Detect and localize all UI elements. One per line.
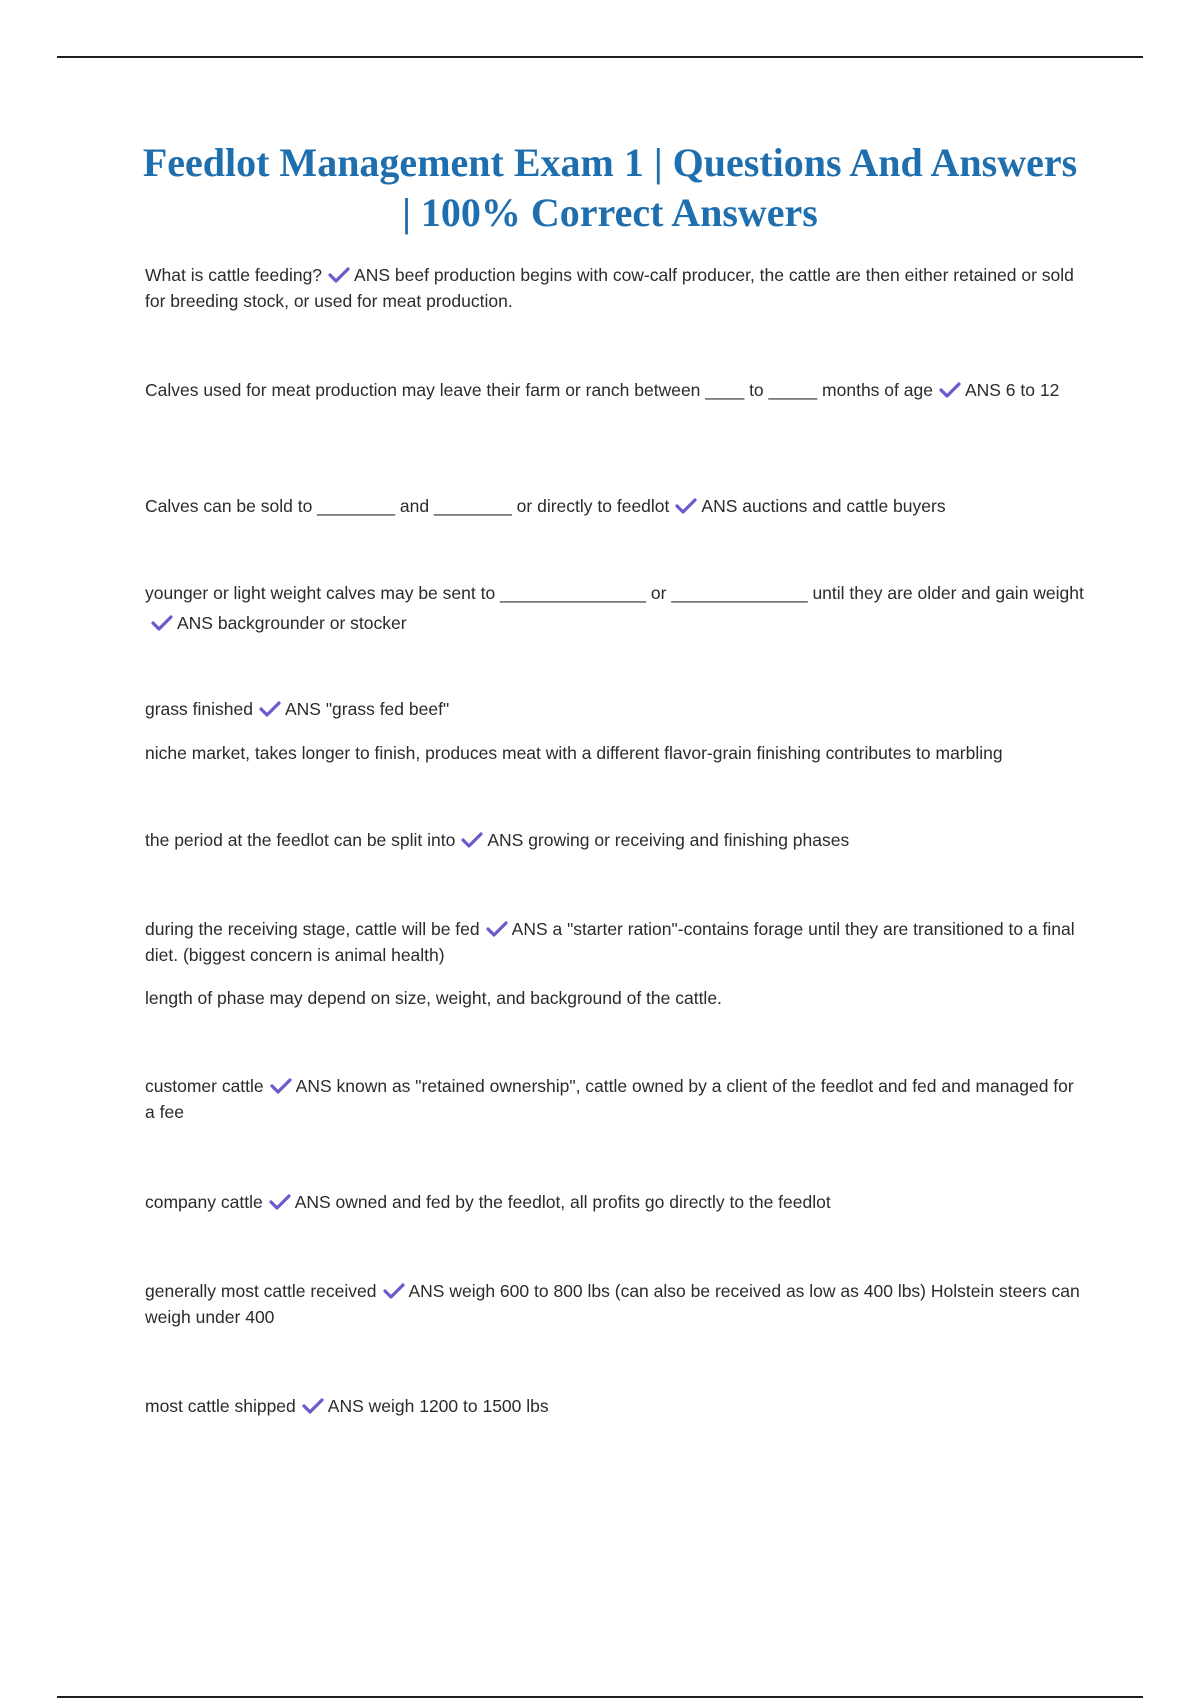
checkmark-icon (259, 701, 281, 717)
bottom-rule (57, 1696, 1143, 1698)
answer-text: ANS growing or receiving and finishing phases (487, 830, 850, 850)
checkmark-icon (328, 267, 350, 283)
question-text: the period at the feedlot can be split into (145, 830, 456, 850)
checkmark-icon (151, 615, 173, 631)
answer-text: ANS owned and fed by the feedlot, all profits go directly to the feedlot (294, 1192, 831, 1212)
page-title (130, 138, 1090, 238)
answer-text: ANS weigh 600 to 800 lbs (can also be received as low as 400 lbs) Holstein steers can weigh under 400 (145, 1281, 1080, 1327)
checkmark-icon (461, 832, 483, 848)
qa-item (145, 827, 1085, 853)
answer-text: ANS 6 to 12 (964, 380, 1060, 400)
checkmark-icon (302, 1398, 324, 1414)
qa-item (145, 377, 1085, 403)
title-line-1: Feedlot Management Exam 1 | Questions And Answers (142, 140, 1078, 185)
question-text: Calves used for meat production may leave their farm or ranch between ____ to _____ months of age (145, 380, 933, 400)
qa-item (145, 1393, 1085, 1419)
question-text: company cattle (145, 1192, 263, 1212)
qa-item (145, 1189, 1085, 1215)
answer-text: ANS a "starter ration"-contains forage until they are transitioned to a final diet. (biggest concern is animal health) (145, 919, 1075, 965)
question-text: What is cattle feeding? (145, 265, 323, 285)
checkmark-icon (383, 1283, 405, 1299)
qa-item (145, 578, 1085, 638)
answer-text: ANS backgrounder or stocker (177, 613, 407, 633)
title-line-2: | 100% Correct Answers (402, 190, 818, 235)
answer-text: ANS known as "retained ownership", cattle owned by a client of the feedlot and fed and managed for a fee (145, 1076, 1074, 1122)
answer-text: ANS weigh 1200 to 1500 lbs (327, 1396, 549, 1416)
qa-note: length of phase may depend on size, weight, and background of the cattle. (145, 988, 722, 1008)
answer-text: ANS beef production begins with cow-calf producer, the cattle are then either retained or sold for breeding stock, or used for meat production. (145, 265, 1074, 311)
answer-text: ANS auctions and cattle buyers (701, 496, 946, 516)
checkmark-icon (939, 382, 961, 398)
checkmark-icon (270, 1078, 292, 1094)
question-text: grass finished (145, 699, 253, 719)
qa-item (145, 262, 1085, 314)
question-text: customer cattle (145, 1076, 264, 1096)
qa-item (145, 916, 1085, 968)
question-text: Calves can be sold to ________ and ________ or directly to feedlot (145, 496, 670, 516)
question-text: during the receiving stage, cattle will be fed (145, 919, 480, 939)
qa-item (145, 696, 1085, 722)
answer-text: ANS "grass fed beef" (284, 699, 450, 719)
question-text: most cattle shipped (145, 1396, 296, 1416)
qa-note: niche market, takes longer to finish, produces meat with a different flavor-grain finishing contributes to marbling (145, 743, 1003, 763)
checkmark-icon (486, 921, 508, 937)
checkmark-icon (269, 1194, 291, 1210)
question-text: generally most cattle received (145, 1281, 377, 1301)
question-text: younger or light weight calves may be sent to _______________ or ______________ until they are older and gain weight (145, 583, 1084, 603)
qa-item (145, 1073, 1085, 1125)
qa-item (145, 493, 1085, 519)
qa-item (145, 1278, 1085, 1330)
checkmark-icon (675, 498, 697, 514)
top-rule (57, 56, 1143, 58)
